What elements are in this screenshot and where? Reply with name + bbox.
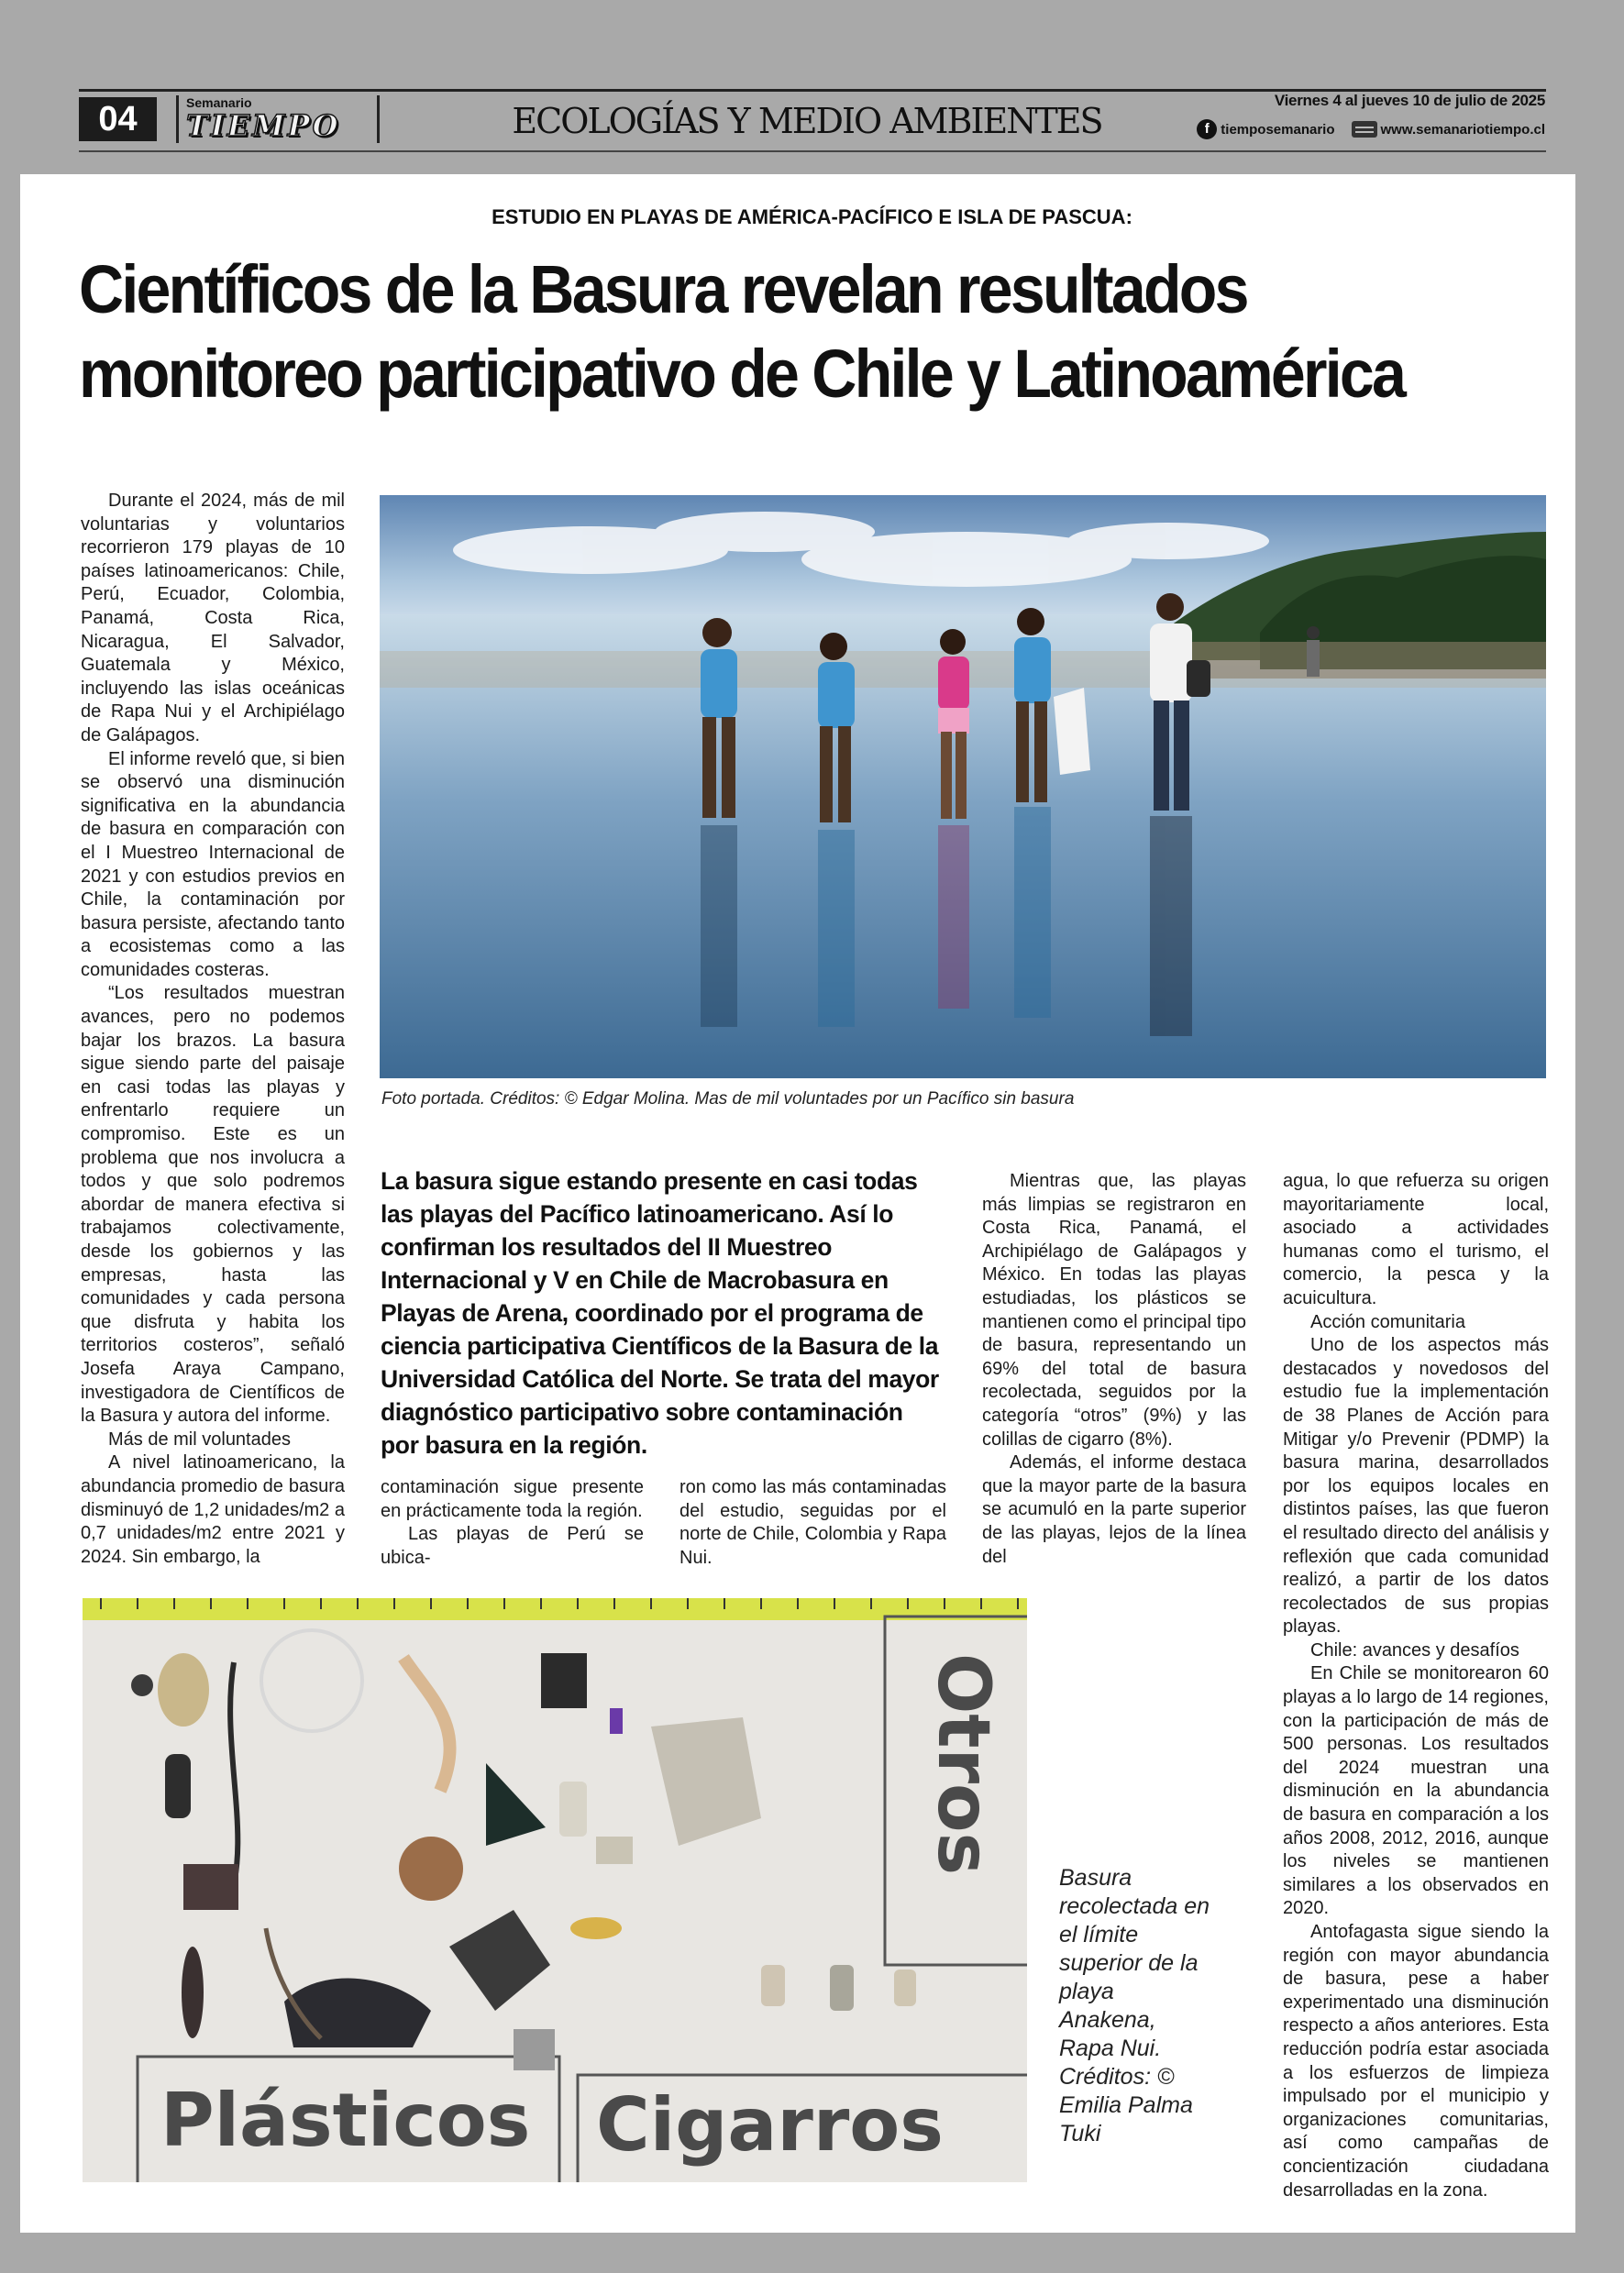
- facebook-handle: tiemposemanario: [1221, 121, 1335, 138]
- issue-date: Viernes 4 al jueves 10 de julio de 2025: [1274, 92, 1545, 109]
- page-number: 04: [79, 97, 157, 141]
- website-url: www.semanariotiempo.cl: [1380, 121, 1545, 138]
- paragraph: agua, lo que refuerza su origen mayoritariamente local, asociado a actividades humanas como el turismo, el comercio, la pesca y la acuicultura.: [1283, 1171, 1549, 1308]
- facebook-link: [1197, 119, 1334, 139]
- article-headline: [79, 248, 1463, 416]
- paragraph: A nivel latinoamericano, la abundancia promedio de basura disminuyó de 1,2 unidades/m2 a 0,7 unidades/m2 entre 2021 y 2024. Sin embargo, la: [81, 1452, 345, 1567]
- logo-small-text: Semanario: [186, 95, 252, 110]
- newspaper-logo: [176, 95, 380, 143]
- subheading: Chile: avances y desafíos: [1310, 1639, 1519, 1661]
- subheading: Acción comunitaria: [1310, 1311, 1465, 1332]
- paragraph: Durante el 2024, más de mil voluntarias y voluntarios recorrieron 179 playas de 10 países latinoamericanos: Chile, Perú, Ecuador, Colombia, Panamá, Costa Rica, Nicaragua, El Salvador, Guatemala y México, incluyendo las islas oceánicas de Rapa Nui y el Archipiélago de Galápagos.: [81, 491, 345, 745]
- paragraph: Uno de los aspectos más destacados y novedosos del estudio fue la implementación de 38 Planes de Acción para Mitigar y/o Prevenir (PDMP) la basura marina, desarrollados por los equipos locales en distintos países, las que fueron el resultado directo del análisis y reflexión que cada comunidad realizó, a partir de los datos recolectados de sus propias playas.: [1283, 1335, 1549, 1638]
- body-column-5: [1283, 1170, 1549, 2202]
- subheading: Más de mil voluntades: [108, 1429, 291, 1450]
- logo-big-text: TIEMPO: [186, 108, 341, 143]
- label-cigarros: Cigarros: [596, 2082, 944, 2168]
- collected-trash-photo: [83, 1598, 1027, 2182]
- body-column-2: [381, 1476, 644, 1570]
- beach-volunteers-illustration: [380, 495, 1546, 1078]
- article-kicker: ESTUDIO EN PLAYAS DE AMÉRICA-PACÍFICO E ISLA DE PASCUA:: [492, 205, 1132, 228]
- web-icon: [1352, 121, 1377, 138]
- paragraph: ron como las más contaminadas del estudio, seguidas por el norte de Chile, Colombia y Rapa Nui.: [679, 1477, 946, 1568]
- label-otros: Otros: [922, 1653, 1004, 1876]
- website-link: [1352, 121, 1546, 138]
- label-plasticos: Plásticos: [160, 2078, 531, 2163]
- beach-volunteers-photo: [380, 495, 1546, 1078]
- body-column-4: [982, 1170, 1246, 1569]
- header-bottom-rule: [79, 150, 1546, 152]
- photo-caption-2: Basura recolectada en el límite superior de la playa Anakena, Rapa Nui. Créditos: © Emilia Palma Tuki: [1059, 1865, 1210, 2146]
- body-column-1: [81, 490, 345, 1569]
- paragraph: contaminación sigue presente en prácticamente toda la región.: [381, 1477, 644, 1521]
- paragraph: Antofagasta sigue siendo la región con mayor abundancia de basura, pese a haber experimentado una disminución respecto a años anteriores. Esta reducción podría estar asociada a los esfuerzos de limpieza impulsado por el municipio y organizaciones comunitarias, así como campañas de concientización ciudadana desarrolladas en la zona.: [1283, 1922, 1549, 2201]
- paragraph: “Los resultados muestran avances, pero no podemos bajar los brazos. La basura sigue siendo parte del paisaje en casi todas las playas y enfrentarlo requiere un compromiso. Este es un problema que nos involucra a todos y que solo podremos abordar de manera efectiva si trabajamos colectivamente, desde los gobiernos y las empresas, hasta las comunidades y cada persona que disfruta y habita los territorios costeros”, señaló Josefa Araya Campano, investigadora de Científicos de la Basura y autora del informe.: [81, 983, 345, 1427]
- body-column-3: [679, 1476, 946, 1570]
- facebook-icon: f: [1197, 119, 1217, 139]
- paragraph: Mientras que, las playas más limpias se registraron en Costa Rica, Panamá, el Archipiélago de Galápagos y México. En todas las playas estudiadas, los plásticos se mantienen como el principal tipo de basura, representando un 69% del total de basura recolectada, seguidos por la categoría “otros” (9%) y las colillas de cigarro (8%).: [982, 1171, 1246, 1450]
- distant-person: [1307, 626, 1320, 677]
- headline-line-1: Científicos de la Basura revelan resultados: [79, 251, 1247, 327]
- headline-line-2: monitoreo participativo de Chile y Latinoamérica: [79, 336, 1405, 412]
- article-deck: La basura sigue estando presente en casi todas las playas del Pacífico latinoamericano. Así lo confirman los resultados del II Muestreo Internacional y V en Chile de Macrobasura en Playas de Arena, coordinado por el programa de ciencia participativa Científicos de la Basura de la Universidad Católica del Norte. Se trata del mayor diagnóstico participativo sobre contaminación por basura en la región.: [381, 1167, 939, 1459]
- social-links: [1197, 119, 1545, 139]
- paragraph: En Chile se monitorearon 60 playas a lo largo de 14 regiones, con la participación de más de 500 personas. Los resultados del 2024 muestran una disminución en la abundancia de basura en comparación a los años 2008, 2012, 2016, aunque los niveles se mantienen similares a los observados en 2020.: [1283, 1663, 1549, 1919]
- paragraph: Las playas de Perú se ubica-: [381, 1524, 644, 1568]
- paragraph: El informe reveló que, si bien se observó una disminución significativa en la abundancia de basura en comparación con el I Muestreo Internacional de 2021 y con estudios previos en Chile, la contaminación por basura persiste, afectando tanto a ecosistemas como a las comunidades costeras.: [81, 748, 345, 980]
- paragraph: Además, el informe destaca que la mayor parte de la basura se acumuló en la parte superior de las playas, lejos de la línea del: [982, 1452, 1246, 1567]
- photo-caption-1: Foto portada. Créditos: © Edgar Molina. Mas de mil voluntades por un Pacífico sin basura: [381, 1089, 1075, 1109]
- section-title: ECOLOGÍAS Y MEDIO AMBIENTES: [512, 101, 1102, 141]
